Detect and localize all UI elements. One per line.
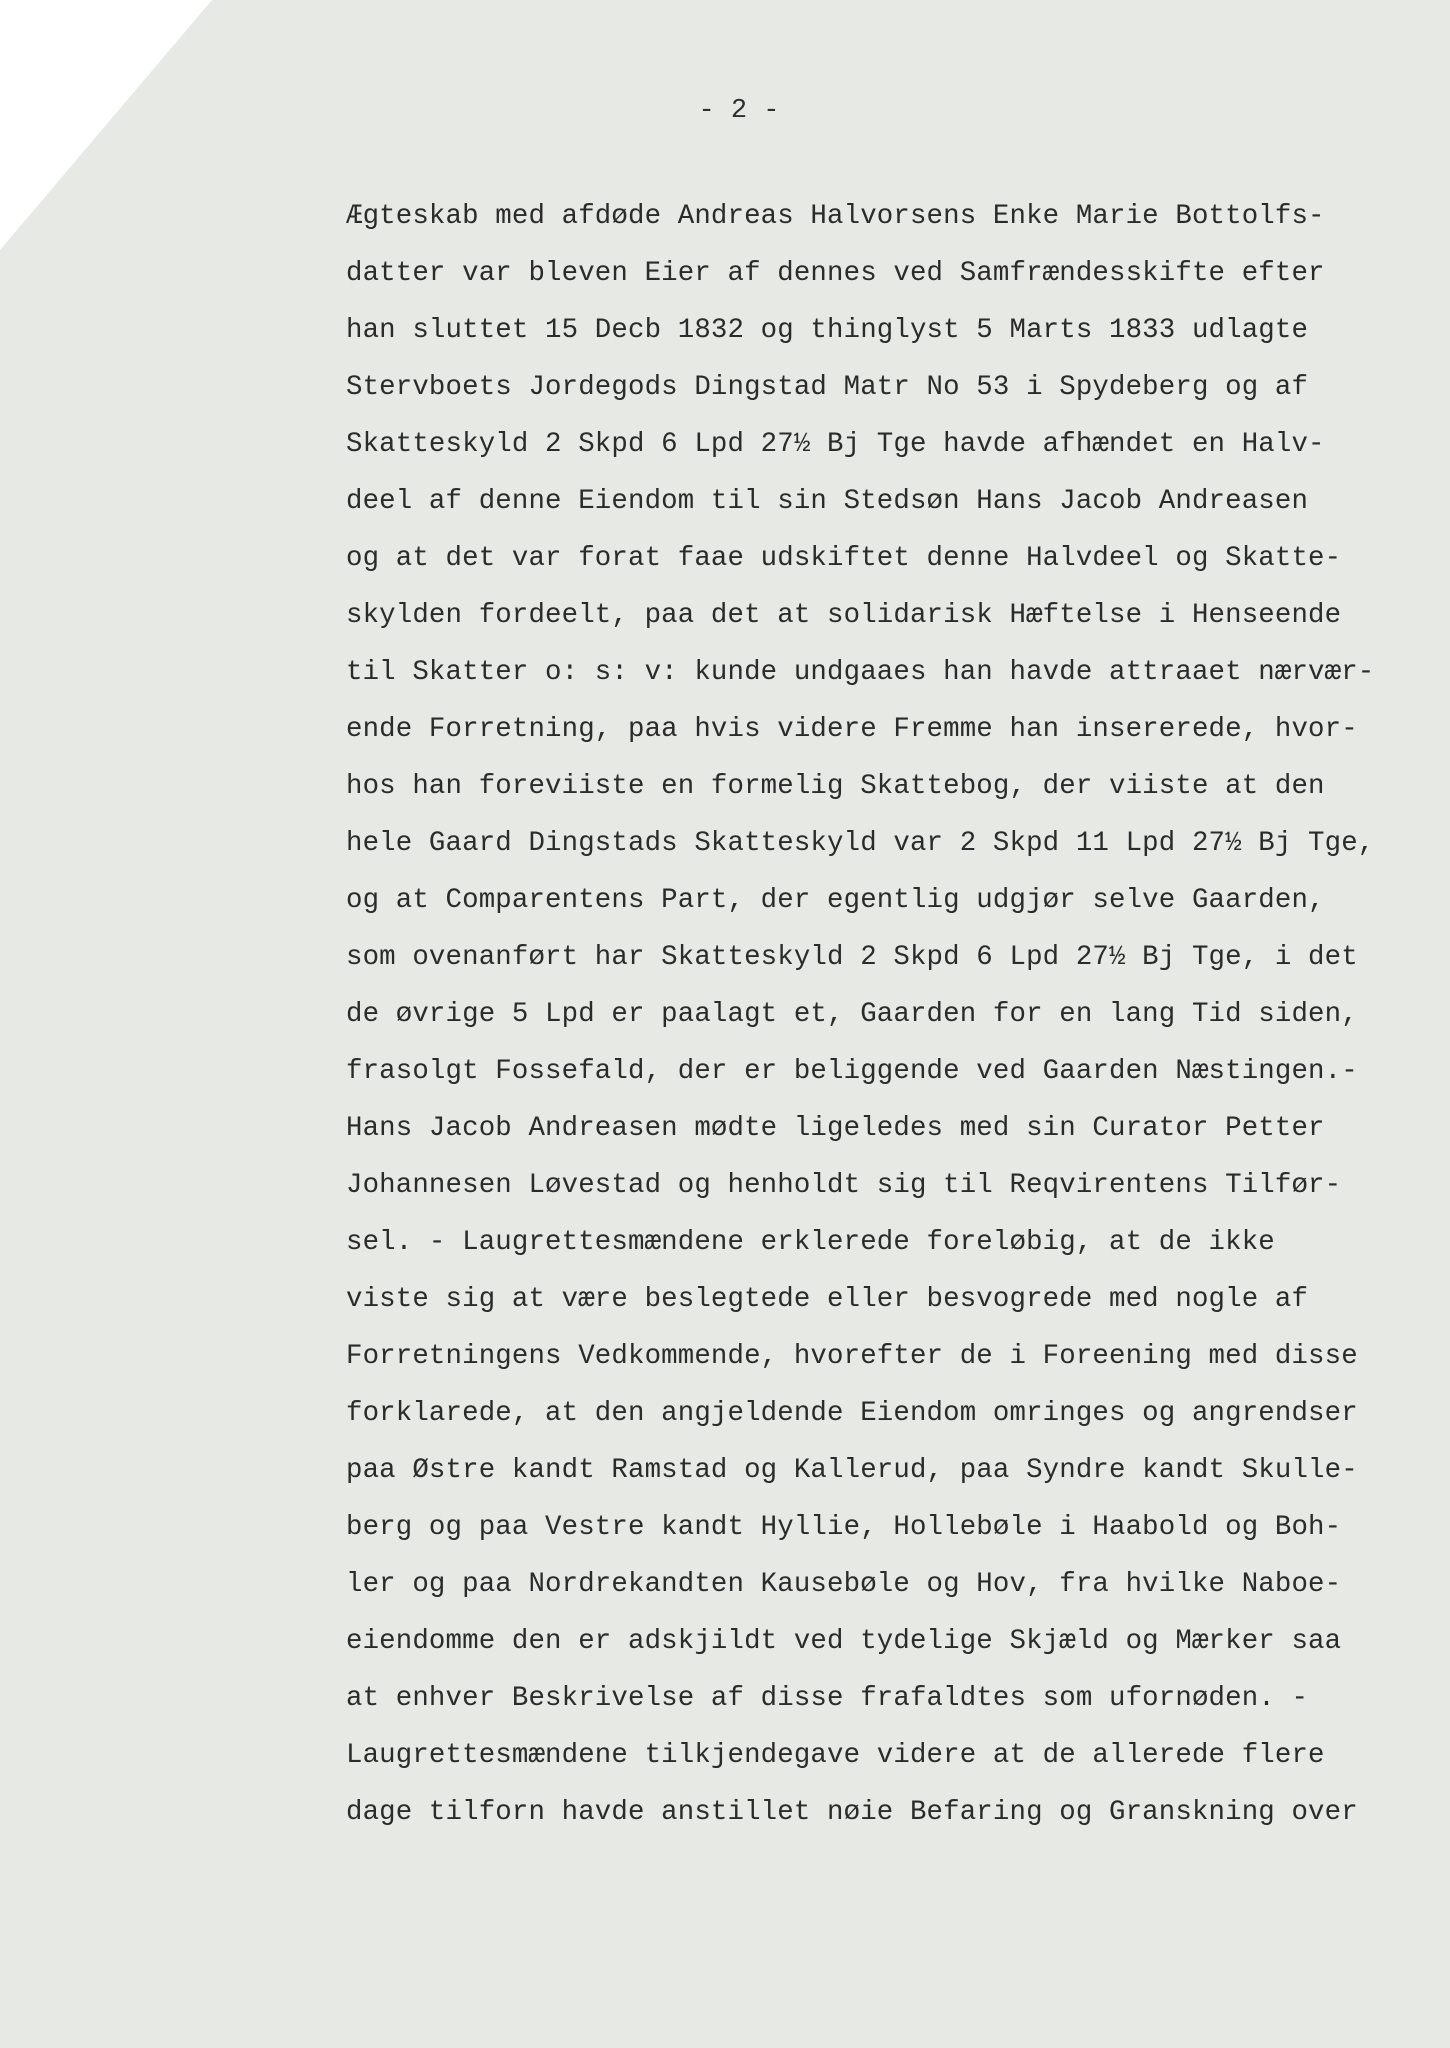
text-line: sel. - Laugrettesmændene erklerede foreløbig, at de ikke xyxy=(346,1227,1275,1258)
text-line: frasolgt Fossefald, der er beliggende ved Gaarden Næstingen.- xyxy=(346,1056,1358,1087)
document-body xyxy=(346,188,1406,1841)
text-line: Hans Jacob Andreasen mødte ligeledes med sin Curator Petter xyxy=(346,1113,1325,1144)
text-line: og at det var forat faae udskiftet denne Halvdeel og Skatte- xyxy=(346,543,1342,574)
text-line: Johannesen Løvestad og henholdt sig til Reqvirentens Tilfør- xyxy=(346,1170,1342,1201)
text-line: ende Forretning, paa hvis videre Fremme han insererede, hvor- xyxy=(346,714,1358,745)
text-line: Laugrettesmændene tilkjendegave videre at de allerede flere xyxy=(346,1740,1325,1771)
text-line: skylden fordeelt, paa det at solidarisk Hæftelse i Henseende xyxy=(346,600,1342,631)
text-line: dage tilforn havde anstillet nøie Befaring og Granskning over xyxy=(346,1797,1358,1828)
text-line: Ægteskab med afdøde Andreas Halvorsens Enke Marie Bottolfs- xyxy=(346,201,1325,232)
text-line: Forretningens Vedkommende, hvorefter de i Foreening med disse xyxy=(346,1341,1358,1372)
text-line: paa Østre kandt Ramstad og Kallerud, paa Syndre kandt Skulle- xyxy=(346,1455,1358,1486)
text-line: eiendomme den er adskjildt ved tydelige Skjæld og Mærker saa xyxy=(346,1626,1342,1657)
text-line: deel af denne Eiendom til sin Stedsøn Hans Jacob Andreasen xyxy=(346,486,1309,517)
page-number: - 2 - xyxy=(698,96,780,126)
text-line: som ovenanført har Skatteskyld 2 Skpd 6 Lpd 27½ Bj Tge, i det xyxy=(346,942,1358,973)
text-line: berg og paa Vestre kandt Hyllie, Hollebøle i Haabold og Boh- xyxy=(346,1512,1342,1543)
text-line: til Skatter o: s: v: kunde undgaaes han havde attraaet nærvær- xyxy=(346,657,1375,688)
text-line: forklarede, at den angjeldende Eiendom omringes og angrendser xyxy=(346,1398,1358,1429)
text-line: han sluttet 15 Decb 1832 og thinglyst 5 Marts 1833 udlagte xyxy=(346,315,1309,346)
text-line: de øvrige 5 Lpd er paalagt et, Gaarden for en lang Tid siden, xyxy=(346,999,1358,1030)
text-line: viste sig at være beslegtede eller besvogrede med nogle af xyxy=(346,1284,1309,1315)
text-line: Stervboets Jordegods Dingstad Matr No 53 i Spydeberg og af xyxy=(346,372,1309,403)
text-line: ler og paa Nordrekandten Kausebøle og Hov, fra hvilke Naboe- xyxy=(346,1569,1342,1600)
text-line: datter var bleven Eier af dennes ved Samfrændesskifte efter xyxy=(346,258,1325,289)
text-line: Skatteskyld 2 Skpd 6 Lpd 27½ Bj Tge havde afhændet en Halv- xyxy=(346,429,1325,460)
text-line: hos han foreviiste en formelig Skattebog, der viiste at den xyxy=(346,771,1325,802)
text-line: og at Comparentens Part, der egentlig udgjør selve Gaarden, xyxy=(346,885,1325,916)
text-line: at enhver Beskrivelse af disse frafaldtes som ufornøden. - xyxy=(346,1683,1309,1714)
text-line: hele Gaard Dingstads Skatteskyld var 2 Skpd 11 Lpd 27½ Bj Tge, xyxy=(346,828,1375,859)
